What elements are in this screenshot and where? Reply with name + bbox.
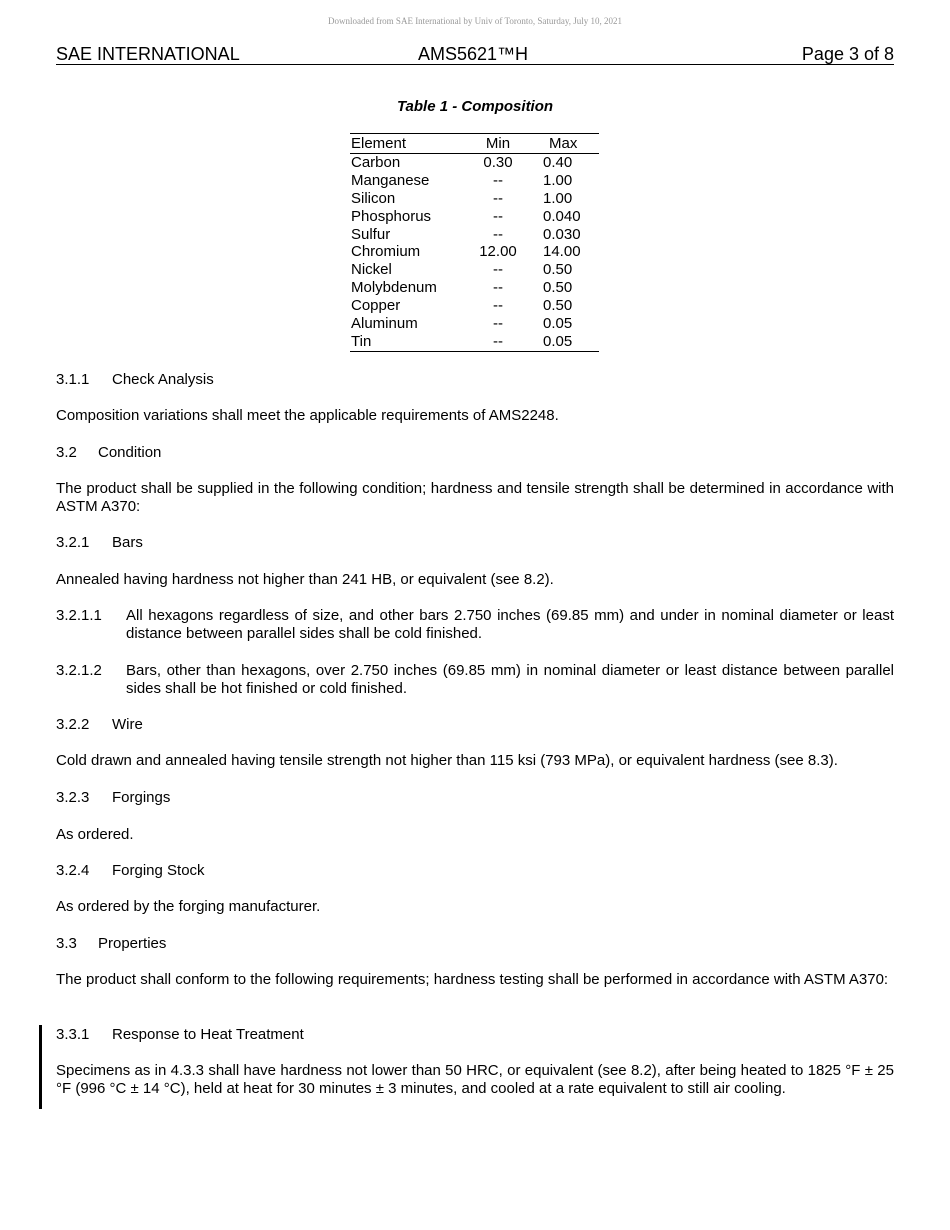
section-number: 3.2 (56, 444, 77, 461)
cell-element: Manganese (351, 171, 430, 189)
section-number: 3.2.4 (56, 862, 90, 879)
section-title: Forging Stock (112, 862, 205, 879)
section-title: Wire (112, 716, 143, 733)
section-number: 3.1.1 (56, 371, 90, 388)
header-page-number: Page 3 of 8 (801, 44, 894, 64)
cell-element: Nickel (351, 261, 392, 279)
column-header-element: Element (351, 135, 407, 152)
cell-min: -- (493, 332, 503, 350)
section-number: 3.3 (56, 935, 77, 952)
section-title: Forgings (112, 789, 171, 806)
section-number: 3.2.1 (56, 534, 90, 551)
cell-min: -- (493, 225, 503, 243)
cell-min: -- (493, 279, 503, 297)
cell-min: -- (493, 207, 503, 225)
table-row (350, 243, 599, 261)
section-title: Check Analysis (112, 371, 214, 388)
section-heading-3-3 (56, 935, 166, 953)
cell-min: -- (493, 261, 503, 279)
cell-max: 0.50 (543, 261, 573, 279)
cell-max: 0.40 (543, 154, 573, 171)
paragraph-properties: The product shall conform to the following requirements; hardness testing shall be performed in accordance with ASTM A370: (56, 971, 889, 988)
table-row (350, 172, 599, 190)
section-title: Condition (98, 444, 162, 461)
section-heading-3-1-1 (56, 371, 214, 389)
paragraph-bars: Annealed having hardness not higher than 241 HB, or equivalent (see 8.2). (56, 571, 554, 588)
section-number: 3.2.2 (56, 716, 90, 733)
cell-min: -- (493, 315, 503, 333)
cell-min: 12.00 (479, 243, 517, 261)
subsection-text: Bars, other than hexagons, over 2.750 inches (69.85 mm) in nominal diameter or least distance between parallel sides shall be hot finished or cold finished. (126, 662, 894, 697)
table-row (350, 333, 599, 351)
cell-min: -- (493, 189, 503, 207)
cell-element: Aluminum (351, 315, 418, 333)
paragraph-condition: The product shall be supplied in the following condition; hardness and tensile strength shall be determined in accordance with ASTM A370: (56, 480, 894, 515)
section-heading-3-2 (56, 444, 161, 462)
cell-element: Sulfur (351, 225, 391, 243)
section-heading-3-2-1 (56, 534, 143, 552)
cell-element: Chromium (351, 243, 421, 261)
section-number: 3.2.3 (56, 789, 90, 806)
column-header-max: Max (549, 135, 578, 152)
subsection-3-2-1-2 (56, 662, 894, 698)
revision-change-bar (39, 1025, 42, 1109)
cell-max: 1.00 (543, 189, 573, 207)
table-row (350, 154, 599, 172)
cell-min: -- (493, 171, 503, 189)
cell-max: 0.50 (543, 279, 573, 297)
table-row (350, 279, 599, 297)
cell-element: Silicon (351, 189, 396, 207)
section-number: 3.3.1 (56, 1026, 90, 1043)
page-header (56, 44, 894, 65)
table-row (350, 297, 599, 315)
section-number: 3.2.1.2 (56, 662, 102, 679)
cell-min: 0.30 (483, 154, 513, 171)
subsection-3-2-1-1 (56, 607, 894, 643)
cell-max: 14.00 (543, 243, 581, 261)
cell-element: Phosphorus (351, 207, 432, 225)
download-watermark: Downloaded from SAE International by Univ of Toronto, Saturday, July 10, 2021 (327, 16, 623, 26)
section-heading-3-3-1 (56, 1026, 304, 1044)
section-heading-3-2-3 (56, 789, 170, 807)
paragraph-check-analysis: Composition variations shall meet the applicable requirements of AMS2248. (56, 407, 559, 424)
cell-max: 0.040 (543, 207, 581, 225)
cell-element: Tin (351, 332, 372, 350)
cell-max: 0.05 (543, 332, 573, 350)
header-org: SAE INTERNATIONAL (56, 44, 240, 64)
section-title: Bars (112, 534, 143, 551)
cell-max: 0.50 (543, 297, 573, 315)
subsection-text: All hexagons regardless of size, and other bars 2.750 inches (69.85 mm) and under in nominal diameter or least distance between parallel sides shall be cold finished. (126, 607, 894, 642)
table-row (350, 226, 599, 244)
paragraph-wire: Cold drawn and annealed having tensile strength not higher than 115 ksi (793 MPa), or equivalent hardness (see 8.3). (56, 752, 838, 769)
section-heading-3-2-2 (56, 716, 143, 734)
paragraph-forgings: As ordered. (56, 826, 134, 843)
composition-table (350, 133, 599, 352)
cell-element: Molybdenum (351, 279, 437, 297)
cell-max: 0.030 (543, 225, 581, 243)
table-row (350, 315, 599, 333)
section-title: Response to Heat Treatment (112, 1026, 304, 1043)
paragraph-response-to-heat-treatment: Specimens as in 4.3.3 shall have hardness not lower than 50 HRC, or equivalent (see 8.2), after being heated to 1825 °F ± 25 °F (996 °C ± 14 °C), held at heat for 30 minutes ± 3 minutes, and cooled at a rate equivalent to still air cooling. (56, 1062, 894, 1097)
section-heading-3-2-4 (56, 862, 205, 880)
table-row (350, 261, 599, 279)
cell-element: Copper (351, 297, 401, 315)
section-title: Properties (98, 935, 167, 952)
table-title: Table 1 - Composition (396, 98, 554, 115)
section-number: 3.2.1.1 (56, 607, 102, 624)
header-doc-id: AMS5621™H (418, 44, 529, 64)
cell-element: Carbon (351, 154, 401, 171)
cell-max: 1.00 (543, 171, 573, 189)
table-header-row (350, 134, 599, 154)
column-header-min: Min (485, 135, 511, 152)
paragraph-forging-stock: As ordered by the forging manufacturer. (56, 898, 321, 915)
cell-max: 0.05 (543, 315, 573, 333)
cell-min: -- (493, 297, 503, 315)
table-row (350, 190, 599, 208)
table-row (350, 208, 599, 226)
